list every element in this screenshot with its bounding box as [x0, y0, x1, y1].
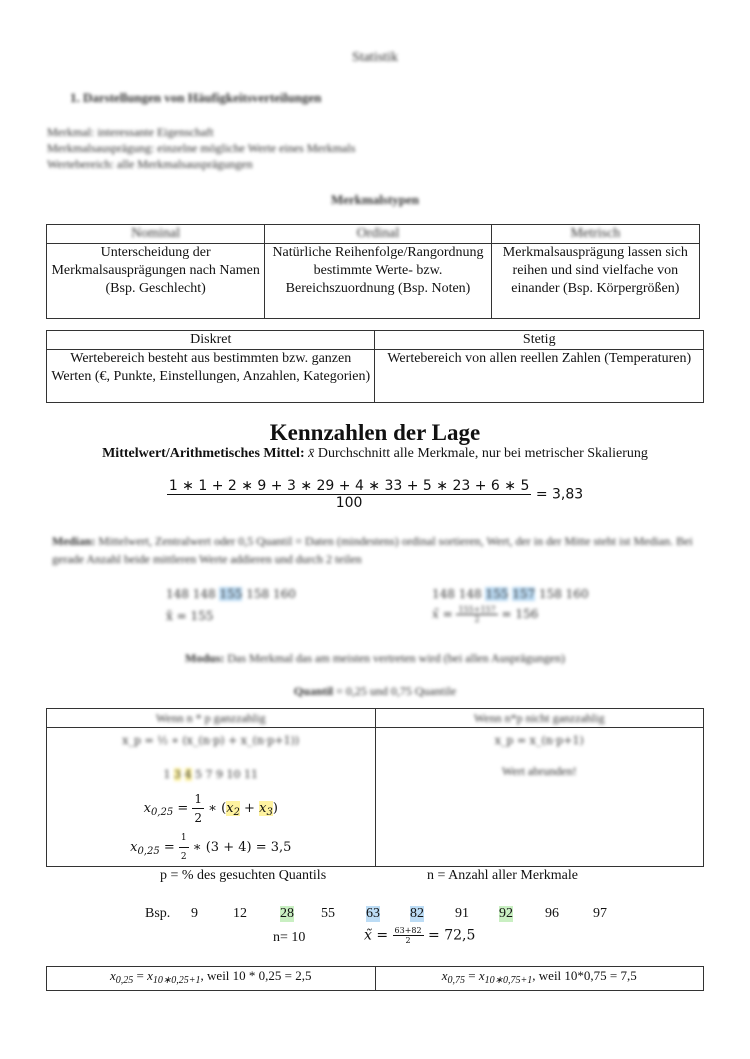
modus-label: Modus: [185, 651, 225, 665]
median-even-value: 155 [485, 587, 509, 601]
quantil-line [0, 684, 750, 699]
modus-line [0, 651, 750, 666]
quantil-value: 9 [216, 768, 223, 781]
quantil-nonint-formula: x_p = x_(n·p+1) [494, 734, 584, 747]
example-median-result: = 72,5 [428, 927, 476, 944]
legend-n: n = Anzahl aller Merkmale [427, 868, 578, 883]
median-odd-value: 158 [246, 587, 270, 601]
definition-merkmal: Merkmal: interessante Eigenschaft [47, 125, 214, 139]
median-odd-example [166, 587, 296, 623]
quantil-integer-example2: $x_{0,25}$ = $\frac{1}{2}$ ∗ (3 + 4) = 3,5 [51, 829, 371, 866]
quantil-value: 7 [205, 768, 213, 781]
median-even-result-line: x̃ = $\frac{155+157}{2}$ = 156 [432, 605, 539, 624]
quantil-label: Quantil [293, 684, 334, 698]
definitions-block [47, 124, 355, 172]
example-value: 9 [191, 906, 198, 921]
quantil-text: = 0,25 und 0,75 Quantile [336, 684, 457, 698]
median-even-value: 158 [538, 587, 562, 601]
continuous-cell: Wertebereich von allen reellen Zahlen (Temperaturen) [375, 350, 704, 403]
example-value: 55 [321, 906, 335, 921]
definition-auspraegung: Merkmalsausprägung: einzelne mögliche Werte eines Merkmals [47, 141, 356, 155]
quantil-value: 5 [195, 768, 202, 781]
types-table [46, 224, 700, 319]
mean-line [0, 446, 750, 462]
median-even-value: 148 [432, 587, 455, 601]
median-even-value: 160 [565, 587, 589, 601]
legend-p: p = % des gesuchten Quantils [160, 868, 327, 883]
example-median: x̃ = $\frac{63+82}{2}$ = 72,5 [364, 926, 476, 945]
quantil-integer-values [51, 766, 371, 784]
mean-formula [0, 478, 750, 511]
quantil-table [46, 708, 704, 867]
quantil-header-nonint: Wenn n*p nicht ganzzahlig [375, 709, 704, 728]
bottom-left-cell: $x_{0,25} = x_{10∗0,25+1}$, weil 10 * 0,25 = 2,5 [47, 967, 376, 991]
bottom-table [46, 966, 704, 991]
example-value: 63 [366, 906, 380, 921]
types-cell-nominal: Unterscheidung der Merkmalsausprägungen nach Namen (Bsp. Geschlecht) [47, 244, 265, 319]
median-even-value: 157 [512, 587, 536, 601]
page-title: Statistik [352, 50, 398, 65]
types-header-ordinal: Ordinal [265, 225, 491, 244]
bottom-left-text: , weil 10 * 0,25 = 2,5 [200, 968, 312, 983]
continuous-header: Stetig [375, 331, 704, 350]
quantil-value: 11 [244, 768, 258, 781]
example-value: 96 [545, 906, 559, 921]
discrete-header: Diskret [47, 331, 375, 350]
types-cell-ordinal: Natürliche Reihenfolge/Rangordnung bestimmte Werte- bzw. Bereichszuordnung (Bsp. Noten) [265, 244, 491, 319]
median-text: Mittelwert, Zentralwert oder 0,5 Quantil = Daten (mindestens) ordinal sortieren, Wert, der in der Mitte steht ist Median. Bei gerade Anzahl beide mittleren Werte addieren und durch 2 teilen [52, 534, 693, 566]
mean-result: = 3,83 [535, 486, 584, 503]
median-even-value: 148 [458, 587, 482, 601]
quantil-integer-cell [47, 728, 376, 867]
example-label: Bsp. [145, 906, 171, 921]
example-value: 82 [410, 906, 424, 921]
mean-description: Durchschnitt alle Merkmale, nur bei metrischer Skalierung [317, 446, 648, 461]
median-even-example [432, 587, 589, 624]
median-odd-value: 155 [219, 587, 243, 601]
types-header-metrisch: Metrisch [491, 225, 699, 244]
median-odd-value: 148 [192, 587, 216, 601]
example-value: 28 [280, 906, 294, 921]
discrete-cell: Wertebereich besteht aus bestimmten bzw. ganzen Werten (€, Punkte, Einstellungen, Anzahlen, Kategorien) [47, 350, 375, 403]
mean-numerator: 1 ∗ 1 + 2 ∗ 9 + 3 ∗ 29 + 4 ∗ 33 + 5 ∗ 23 + 6 ∗ 5 [168, 478, 530, 494]
median-odd-value: 148 [166, 587, 189, 601]
quantil-integer-formula: x_p = ½ ∗ (x_(n·p) + x_(n·p+1)) [122, 734, 300, 747]
median-odd-value: 160 [272, 587, 296, 601]
types-heading: Merkmalstypen [330, 192, 420, 207]
definition-wertebereich: Wertebereich: alle Merkmalsausprägungen [47, 157, 253, 171]
quantil-header-integer: Wenn n * p ganzzahlig [47, 709, 376, 728]
median-block [52, 532, 702, 568]
modus-text: Das Merkmal das am meisten vertreten wird (bei allen Ausprägungen) [227, 651, 565, 665]
lage-heading: Kennzahlen der Lage [269, 420, 481, 445]
quantil-value: 10 [226, 768, 241, 781]
quantil-nonint-note: Wert abrunden! [501, 764, 577, 778]
quantil-value: 3 [174, 768, 181, 781]
median-label: Median: [52, 534, 96, 548]
median-odd-result: x̃ = 155 [166, 609, 214, 623]
types-header-nominal: Nominal [47, 225, 265, 244]
types-cell-metrisch: Merkmalsausprägung lassen sich reihen und sind vielfache von einander (Bsp. Körpergrößen) [491, 244, 699, 319]
mean-symbol: x̄ [308, 446, 315, 461]
bottom-right-text: , weil 10*0,75 = 7,5 [532, 968, 637, 983]
quantil-value: 4 [184, 768, 192, 781]
mean-label: Mittelwert/Arithmetisches Mittel: [102, 446, 305, 461]
example-value: 12 [233, 906, 247, 921]
median-even-result: = 156 [501, 607, 539, 621]
example-value: 97 [593, 906, 607, 921]
quantil-integer-example1: $x_{0,25}$ = $\frac{1}{2}$ ∗ $(x_2 + x_3)$ [143, 792, 278, 825]
mean-denominator: 100 [335, 495, 363, 511]
quantil-integer-example2-text: (3 + 4) = 3,5 [205, 840, 292, 855]
example-value: 91 [455, 906, 469, 921]
example-n: n= 10 [273, 930, 306, 945]
section-heading: 1. Darstellungen von Häufigkeitsverteilungen [70, 90, 322, 105]
discrete-table [46, 330, 704, 403]
bottom-right-cell: $x_{0,75} = x_{10∗0,75+1}$, weil 10*0,75 = 7,5 [375, 967, 704, 991]
example-value: 92 [499, 906, 513, 921]
quantil-nonint-cell [375, 728, 704, 867]
quantil-value: 1 [163, 768, 171, 781]
